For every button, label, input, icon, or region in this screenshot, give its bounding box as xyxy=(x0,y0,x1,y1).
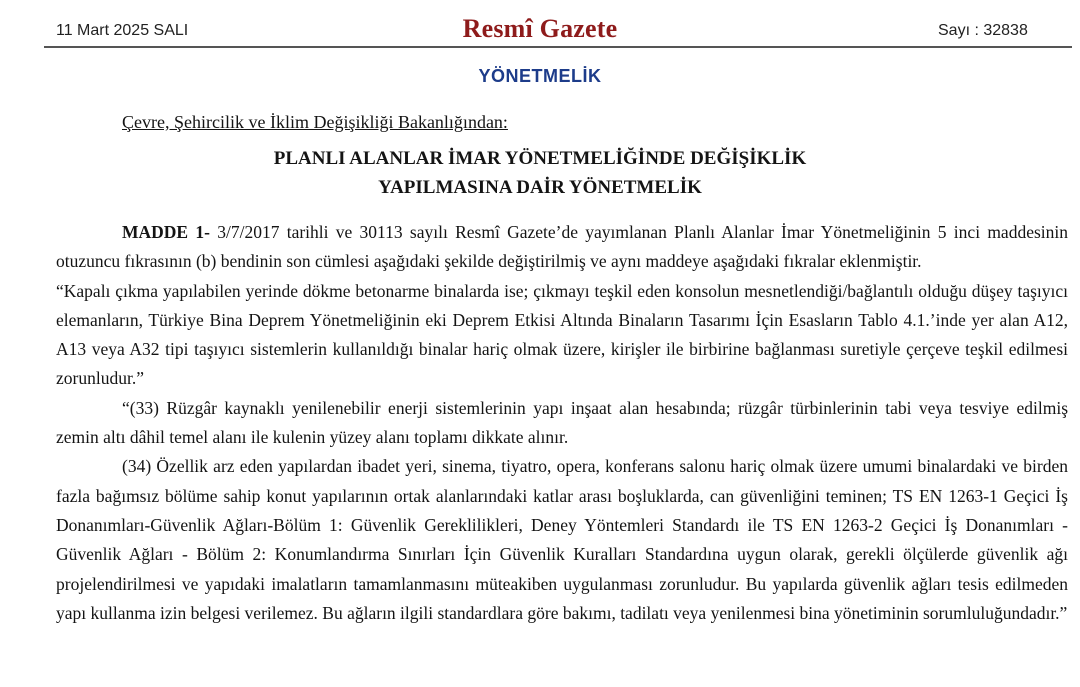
issue-number: Sayı : 32838 xyxy=(938,22,1028,39)
regulation-title-line-1: PLANLI ALANLAR İMAR YÖNETMELİĞİNDE DEĞİŞİKLİK xyxy=(273,148,807,169)
article-body xyxy=(56,218,1068,628)
article-intro-paragraph xyxy=(56,218,1068,277)
article-intro-text: 3/7/2017 tarihli ve 30113 sayılı Resmî Gazete’de yayımlanan Planlı Alanlar İmar Yönetmeliğinin 5 inci maddesinin otuzuncu fıkrasının (b) bendinin son cümlesi aşağıdaki şekilde değiştirilmiş ve aynı maddeye aşağıdaki fıkralar eklenmiştir. xyxy=(56,222,1068,272)
section-heading: YÖNETMELİK xyxy=(478,66,602,86)
regulation-title xyxy=(0,144,1080,202)
paragraph-34: (34) Özellik arz eden yapılardan ibadet yeri, sinema, tiyatro, opera, konferans salonu hariç olmak üzere umumi binalardaki ve birden fazla bağımsız bölüme sahip konut yapılarının ortak alanlarındaki katlar arası boşluklarda, can güvenliğini teminen; TS EN 1263-1 Geçici İş Donanımları-Güvenlik Ağları-Bölüm 1: Güvenlik Gereklilikleri, Deney Yöntemleri Standardı ile TS EN 1263-2 Geçici İş Donanımları - Güvenlik Ağları - Bölüm 2: Konumlandırma Sınırları İçin Güvenlik Kuralları Standardına uygun olarak, gerekli ölçülerde güvenlik ağı projelendirilmesi ve yapıdaki imalatların tamamlanmasını müteakiben uygulanması zorunludur. Bu yapılarda güvenlik ağları tesis edilmeden yapı kullanma izin belgesi verilemez. Bu ağların ilgili standardlara göre bakımı, tadilatı veya yenilenmesi bina yönetiminin sorumluluğundadır.” xyxy=(56,456,1068,623)
header-date: 11 Mart 2025 SALI xyxy=(56,22,189,39)
paragraph-33: “(33) Rüzgâr kaynaklı yenilenebilir enerji sistemlerinin yapı inşaat alan hesabında; rüzgâr türbinlerinin tabi veya tesviye edilmiş zemin altı dâhil temel alanı ile kulenin yüzey alanı toplamı dikkate alınır. xyxy=(56,397,1068,448)
header-divider xyxy=(44,46,1072,48)
article-quote-paragraph: “Kapalı çıkma yapılabilen yerinde dökme betonarme binalarda ise; çıkmayı teşkil eden konsolun mesnetlendiği/bağlantılı olduğu düşey taşıyıcı elemanların, Türkiye Bina Deprem Yönetmeliğinin eki Deprem Etkisi Altında Binaların Tasarımı İçin Esasların Tablo 4.1.’inde yer alan A12, A13 veya A32 tipi taşıyıcı sistemlerin kullanıldığı binalar hariç olmak üzere, kirişler ile birbirine bağlanması suretiyle çerçeve teşkil edilmesi zorunludur.” xyxy=(56,280,1068,389)
article-label: MADDE 1- xyxy=(122,222,210,242)
ministry-name: Çevre, Şehircilik ve İklim Değişikliği Bakanlığından: xyxy=(122,112,508,132)
regulation-title-line-2: YAPILMASINA DAİR YÖNETMELİK xyxy=(378,177,702,198)
gazette-title: Resmî Gazete xyxy=(462,14,618,43)
